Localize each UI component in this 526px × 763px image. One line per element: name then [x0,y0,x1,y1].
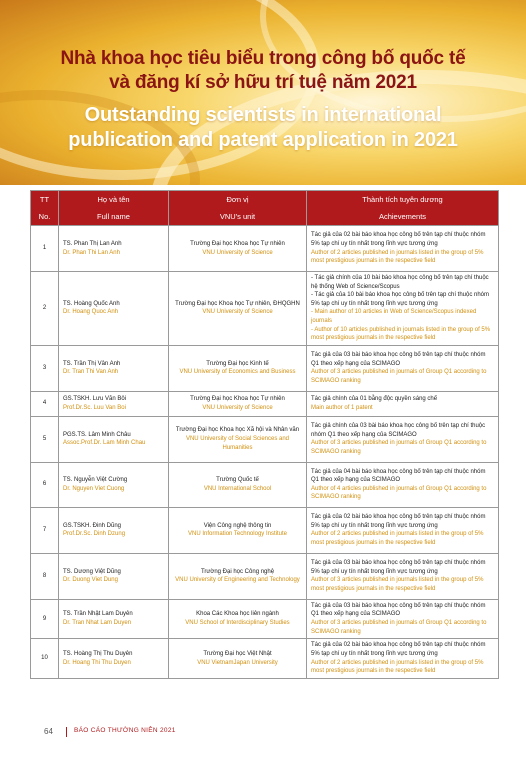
achievement-line-vi: Tác giả chính của 01 bằng độc quyền sáng chế [311,396,438,403]
unit-vietnamese: Trường Đại học Kinh tế [206,360,269,367]
name-cell [59,639,169,679]
achievement-line-vi: Tác giả của 03 bài báo khoa học công bố trên tạp chí thuộc nhóm Q1 theo xếp hạng của SCIMAGO [311,352,486,367]
row-number: 1 [31,226,59,272]
achievement-line-vi: - Tác giả của 10 bài báo khoa học công bố trên tạp chí thuộc nhóm 5% tạp chí uy tín nhất trong lĩnh vực tương ứng [311,292,490,307]
achievement-line-vi: Tác giả của 02 bài báo khoa học công bố trên tạp chí thuộc nhóm 5% tạp chí uy tín nhất trong lĩnh vực tương ứng [311,232,486,247]
unit-cell [169,226,307,272]
name-english: Assoc.Prof.Dr. Lam Minh Chau [63,440,146,447]
table-row [31,639,499,679]
achievement-cell [307,462,499,507]
name-cell [59,462,169,507]
scientists-table [30,190,499,679]
unit-vietnamese: Trường Đại học Khoa học Tự nhiên [190,240,285,247]
unit-english: VNU University of Science [202,249,273,256]
footer-divider [66,727,67,737]
unit-cell [169,345,307,391]
name-english: Dr. Nguyen Viet Cuong [63,485,125,492]
name-cell [59,416,169,462]
unit-english: VNU Information Technology Institute [188,531,287,538]
achievement-line-en: Author of 3 articles published in journals listed in the group of 5% most prestigious journals in the respective field [311,577,484,592]
unit-english: VNU School of Interdisciplinary Studies [185,619,290,626]
achievement-cell [307,639,499,679]
unit-cell [169,599,307,638]
row-number: 4 [31,391,59,416]
row-number: 9 [31,599,59,638]
achievement-line-vi: Tác giả chính của 03 bài báo khoa học công bố trên tạp chí thuộc nhóm Q1 theo xếp hạng của SCIMAGO [311,423,486,438]
header-ach-en: Achievements [307,208,499,226]
table-header-row [31,191,499,209]
unit-english: VNU University of Social Sciences and Humanities [185,435,290,451]
unit-cell [169,639,307,679]
achievement-cell [307,599,499,638]
achievement-line-en: Author of 4 articles published in journals of Group Q1 according to SCIMAGO ranking [311,485,487,501]
unit-vietnamese: Trường Quốc tế [216,477,259,484]
header-no-en: No. [31,208,59,226]
header-name-en: Full name [59,208,169,226]
name-vietnamese: PGS.TS. Lâm Minh Châu [63,431,131,438]
header-ach-vi: Thành tích tuyên dương [307,191,499,209]
table-row [31,226,499,272]
name-vietnamese: TS. Trần Nhật Lam Duyên [63,611,133,618]
table-row [31,416,499,462]
table-header-row [31,208,499,226]
achievement-line-vi: Tác giả của 03 bài báo khoa học công bố trên tạp chí thuộc nhóm 5% tạp chí uy tín nhất trong lĩnh vực tương ứng [311,560,486,575]
name-cell [59,226,169,272]
name-english: Dr. Tran Nhat Lam Duyen [63,619,132,626]
header-unit-en: VNU's unit [169,208,307,226]
achievement-line-vi: Tác giả của 02 bài báo khoa học công bố trên tạp chí thuộc nhóm 5% tạp chí uy tín nhất trong lĩnh vực tương ứng [311,514,486,529]
table-row [31,345,499,391]
achievement-line-vi: - Tác giả chính của 10 bài báo khoa học công bố trên tạp chí thuộc hệ thống Web of Science/Scopus [311,275,489,290]
table-row [31,553,499,599]
name-english: Prof.Dr.Sc. Luu Van Boi [63,404,126,411]
achievement-cell [307,391,499,416]
unit-vietnamese: Khoa Các Khoa học liên ngành [196,611,279,618]
title-english-line-1: Outstanding scientists in international [84,104,442,126]
unit-vietnamese: Trường Đại học Khoa học Xã hội và Nhân văn [175,427,300,434]
unit-english: VNU VietnamJapan University [197,659,278,666]
name-english: Dr. Phan Thi Lan Anh [63,249,120,256]
name-vietnamese: TS. Hoàng Quốc Anh [63,300,120,307]
name-cell [59,345,169,391]
name-cell [59,272,169,346]
table-row [31,507,499,553]
unit-cell [169,272,307,346]
title-vietnamese-line-1: Nhà khoa học tiêu biểu trong công bố quốc tế [60,48,466,69]
name-cell [59,599,169,638]
name-vietnamese: GS.TSKH. Lưu Văn Bôi [63,396,127,403]
achievement-cell [307,507,499,553]
name-english: Prof.Dr.Sc. Dinh Dzung [63,531,126,538]
name-vietnamese: TS. Dương Việt Dũng [63,568,121,575]
unit-vietnamese: Trường Đại học Việt Nhật [203,651,272,658]
report-title: BÁO CÁO THƯỜNG NIÊN 2021 [74,727,176,734]
unit-english: VNU University of Economics and Business [179,369,296,376]
achievement-line-en: Author of 2 articles published in journals listed in the group of 5% most prestigious journals in the respective field [311,659,484,675]
name-vietnamese: TS. Nguyễn Việt Cường [63,477,128,484]
name-english: Dr. Hoang Thi Thu Duyen [63,659,131,666]
unit-vietnamese: Viện Công nghệ thông tin [203,522,272,529]
row-number: 5 [31,416,59,462]
name-english: Dr. Tran Thi Van Anh [63,369,119,376]
name-vietnamese: TS. Phan Thị Lan Anh [63,240,122,247]
name-cell [59,391,169,416]
achievement-cell [307,416,499,462]
achievement-line-en: Author of 2 articles published in journals listed in the group of 5% most prestigious journals in the respective field [311,249,484,265]
achievement-line-vi: Tác giả của 03 bài báo khoa học công bố trên tạp chí thuộc nhóm Q1 theo xếp hạng của SCIMAGO [311,602,486,618]
row-number: 7 [31,507,59,553]
unit-cell [169,507,307,553]
name-vietnamese: TS. Trần Thị Vân Anh [63,360,121,367]
achievement-line-vi: Tác giả của 02 bài báo khoa học công bố trên tạp chí thuộc nhóm 5% tạp chí uy tín nhất trong lĩnh vực tương ứng [311,642,486,658]
table-body [31,226,499,679]
achievement-cell [307,345,499,391]
header-name-vi: Họ và tên [59,191,169,209]
unit-vietnamese: Trường Đại học Công nghệ [200,568,275,575]
achievement-line-en: Author of 3 articles published in journals of Group Q1 according to SCIMAGO ranking [311,369,487,384]
table-row [31,391,499,416]
name-english: Dr. Hoang Quoc Anh [63,309,119,316]
row-number: 3 [31,345,59,391]
header-unit-vi: Đơn vị [169,191,307,209]
unit-cell [169,462,307,507]
unit-english: VNU University of Science [202,404,273,411]
table-row [31,462,499,507]
achievement-cell [307,226,499,272]
row-number: 6 [31,462,59,507]
achievement-cell [307,272,499,346]
unit-english: VNU International School [203,485,272,492]
achievement-line-vi: Tác giả của 04 bài báo khoa học công bố trên tạp chí thuộc nhóm Q1 theo xếp hạng của SCIMAGO [311,468,486,484]
row-number: 2 [31,272,59,346]
unit-vietnamese: Trường Đại học Khoa học Tự nhiên, ĐHQGHN [175,300,300,307]
header-banner [0,0,526,185]
table-row [31,272,499,346]
achievement-line-en: Author of 2 articles published in journals listed in the group of 5% most prestigious journals in the respective field [311,531,484,546]
unit-cell [169,391,307,416]
achievement-line-en: Author of 3 articles published in journals of Group Q1 according to SCIMAGO ranking [311,440,487,455]
achievement-line-en: - Author of 10 articles published in journals listed in the group of 5% most prestigious journals in the respective field [311,326,491,342]
unit-cell [169,553,307,599]
header-no-vi: TT [31,191,59,209]
unit-english: VNU University of Engineering and Technology [175,577,300,584]
name-english: Dr. Duong Viet Dung [63,577,118,584]
name-cell [59,553,169,599]
page-number: 64 [44,727,53,736]
unit-vietnamese: Trường Đại học Khoa học Tự nhiên [190,396,285,403]
row-number: 8 [31,553,59,599]
title-english-line-2: publication and patent application in 2021 [68,129,458,151]
row-number: 10 [31,639,59,679]
unit-cell [169,416,307,462]
achievement-line-en: Author of 3 articles published in journals of Group Q1 according to SCIMAGO ranking [311,619,487,635]
name-vietnamese: TS. Hoàng Thị Thu Duyên [63,651,133,658]
unit-english: VNU University of Science [202,309,273,316]
name-vietnamese: GS.TSKH. Đinh Dũng [63,522,122,529]
achievement-line-en: - Main author of 10 articles in Web of Science/Scopus indexed journals [311,309,477,324]
achievement-cell [307,553,499,599]
table-row [31,599,499,638]
name-cell [59,507,169,553]
achievement-line-en: Main author of 1 patent [311,404,373,411]
title-vietnamese-line-2: và đăng kí sở hữu trí tuệ năm 2021 [109,72,417,93]
